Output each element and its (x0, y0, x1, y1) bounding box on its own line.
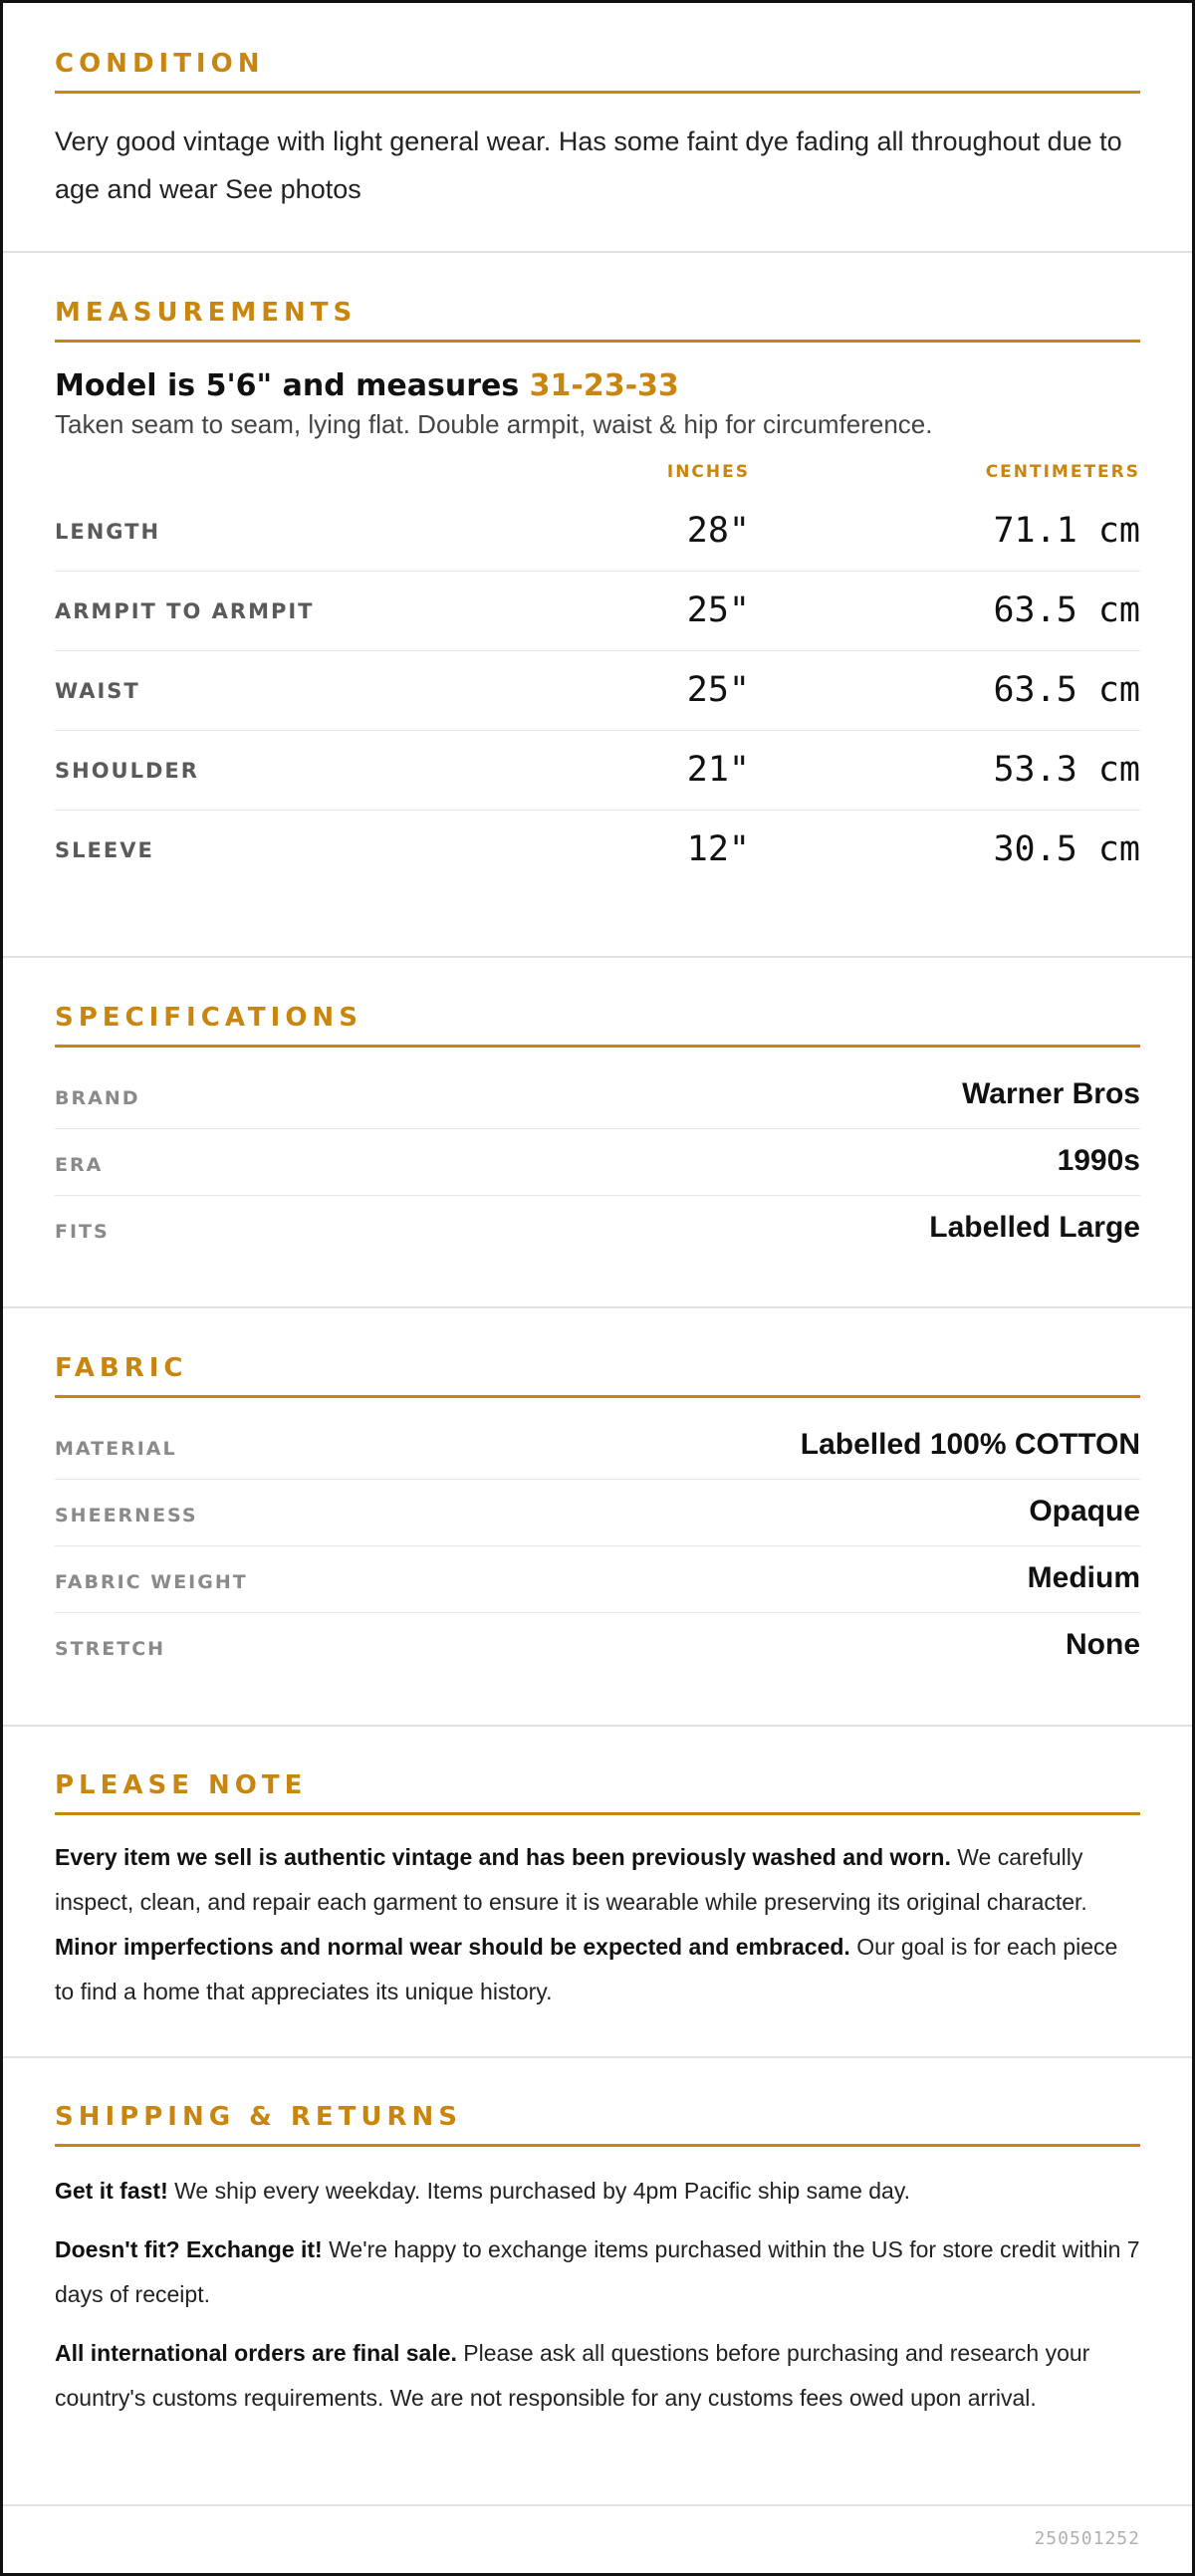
measurement-label: SHOULDER (55, 759, 199, 783)
shipping-text-1: We ship every weekday. Items purchased by 4pm Pacific ship same day. (167, 2178, 911, 2204)
please-note-text (55, 1835, 1140, 2014)
fabric-row-material (55, 1413, 1140, 1480)
measurement-cm: 71.1 cm (993, 511, 1140, 551)
spec-value: Labelled Large (929, 1211, 1140, 1244)
spec-row-era (55, 1129, 1140, 1196)
footer (3, 2506, 1192, 2576)
measurement-row-sleeve (55, 811, 1140, 890)
shipping-text-2: We're happy to exchange items purchased within the US for store credit within 7 days of receipt. (55, 2236, 1140, 2307)
note-text-1: We carefully inspect, clean, and repair each garment to ensure it is wearable while preserving its original character. (55, 1844, 1087, 1915)
measurement-inches: 28" (686, 511, 750, 551)
measurements-table (55, 492, 1140, 890)
spec-key: FITS (55, 1221, 110, 1243)
inches-column-header: INCHES (666, 462, 750, 482)
fabric-section (3, 1308, 1192, 1727)
please-note-section (3, 1727, 1192, 2058)
measurements-table-header (55, 462, 1140, 492)
shipping-bold-2: Doesn't fit? Exchange it! (55, 2236, 323, 2262)
condition-section (3, 3, 1192, 253)
measurement-label: LENGTH (55, 520, 161, 544)
measurement-inches: 21" (686, 750, 750, 790)
model-info (55, 368, 1140, 403)
shipping-text-3: Please ask all questions before purchasing and research your country's customs requirements. We are not responsible for any customs fees owed upon arrival. (55, 2340, 1090, 2411)
model-measures: 31-23-33 (529, 368, 679, 403)
measurements-section (3, 253, 1192, 958)
measurement-cm: 63.5 cm (993, 590, 1140, 630)
fabric-list (55, 1413, 1140, 1680)
measurement-cm: 30.5 cm (993, 829, 1140, 869)
fabric-value: Opaque (1029, 1495, 1140, 1527)
measurement-row-shoulder (55, 731, 1140, 811)
measurement-row-waist (55, 651, 1140, 731)
spec-value: Warner Bros (962, 1077, 1140, 1110)
fabric-row-weight (55, 1546, 1140, 1613)
measurement-inches: 12" (686, 829, 750, 869)
spec-key: ERA (55, 1154, 104, 1176)
measurement-label: WAIST (55, 679, 140, 703)
note-bold-1: Every item we sell is authentic vintage and has been previously washed and worn. (55, 1844, 951, 1870)
specifications-heading: SPECIFICATIONS (55, 1003, 1140, 1048)
centimeters-column-header: CENTIMETERS (985, 462, 1140, 482)
shipping-bold-1: Get it fast! (55, 2178, 168, 2204)
measurement-row-armpit (55, 572, 1140, 651)
measurement-label: SLEEVE (55, 838, 154, 862)
model-prefix: Model is 5'6" and measures (55, 368, 530, 403)
shipping-bold-3: All international orders are final sale. (55, 2340, 457, 2366)
measurement-cm: 53.3 cm (993, 750, 1140, 790)
shipping-paragraph-2 (55, 2227, 1140, 2317)
fabric-row-sheerness (55, 1480, 1140, 1546)
fabric-heading: FABRIC (55, 1353, 1140, 1398)
measurement-inches: 25" (686, 670, 750, 710)
measurement-cm: 63.5 cm (993, 670, 1140, 710)
shipping-heading: SHIPPING & RETURNS (55, 2102, 1140, 2147)
fabric-key: MATERIAL (55, 1438, 177, 1460)
fabric-value: None (1066, 1628, 1140, 1661)
condition-heading: CONDITION (55, 49, 1140, 94)
note-text-2: Our goal is for each piece to find a home that appreciates its unique history. (55, 1934, 1118, 2004)
measurement-inches: 25" (686, 590, 750, 630)
spec-key: BRAND (55, 1087, 140, 1109)
condition-text: Very good vintage with light general wear. Has some faint dye fading all throughout due to age and wear See photos (55, 126, 1122, 204)
shipping-paragraph-1 (55, 2169, 1140, 2214)
measurement-row-length (55, 492, 1140, 572)
spec-row-brand (55, 1062, 1140, 1129)
seam-note: Taken seam to seam, lying flat. Double armpit, waist & hip for circumference. (55, 409, 933, 439)
fabric-value: Labelled 100% COTTON (800, 1428, 1140, 1461)
fabric-key: STRETCH (55, 1638, 166, 1660)
product-code: 250501252 (1034, 2528, 1140, 2549)
fabric-key: SHEERNESS (55, 1505, 198, 1526)
specifications-list (55, 1062, 1140, 1263)
fabric-row-stretch (55, 1613, 1140, 1680)
fabric-key: FABRIC WEIGHT (55, 1571, 248, 1593)
measurements-heading: MEASUREMENTS (55, 298, 1140, 343)
specifications-section (3, 958, 1192, 1308)
fabric-value: Medium (1027, 1561, 1140, 1594)
shipping-paragraph-3 (55, 2331, 1140, 2421)
please-note-heading: PLEASE NOTE (55, 1770, 1140, 1815)
measurement-label: ARMPIT TO ARMPIT (55, 599, 315, 623)
spec-row-fits (55, 1196, 1140, 1263)
note-bold-2: Minor imperfections and normal wear should be expected and embraced. (55, 1934, 850, 1960)
spec-value: 1990s (1057, 1144, 1140, 1177)
shipping-returns-section (3, 2058, 1192, 2506)
